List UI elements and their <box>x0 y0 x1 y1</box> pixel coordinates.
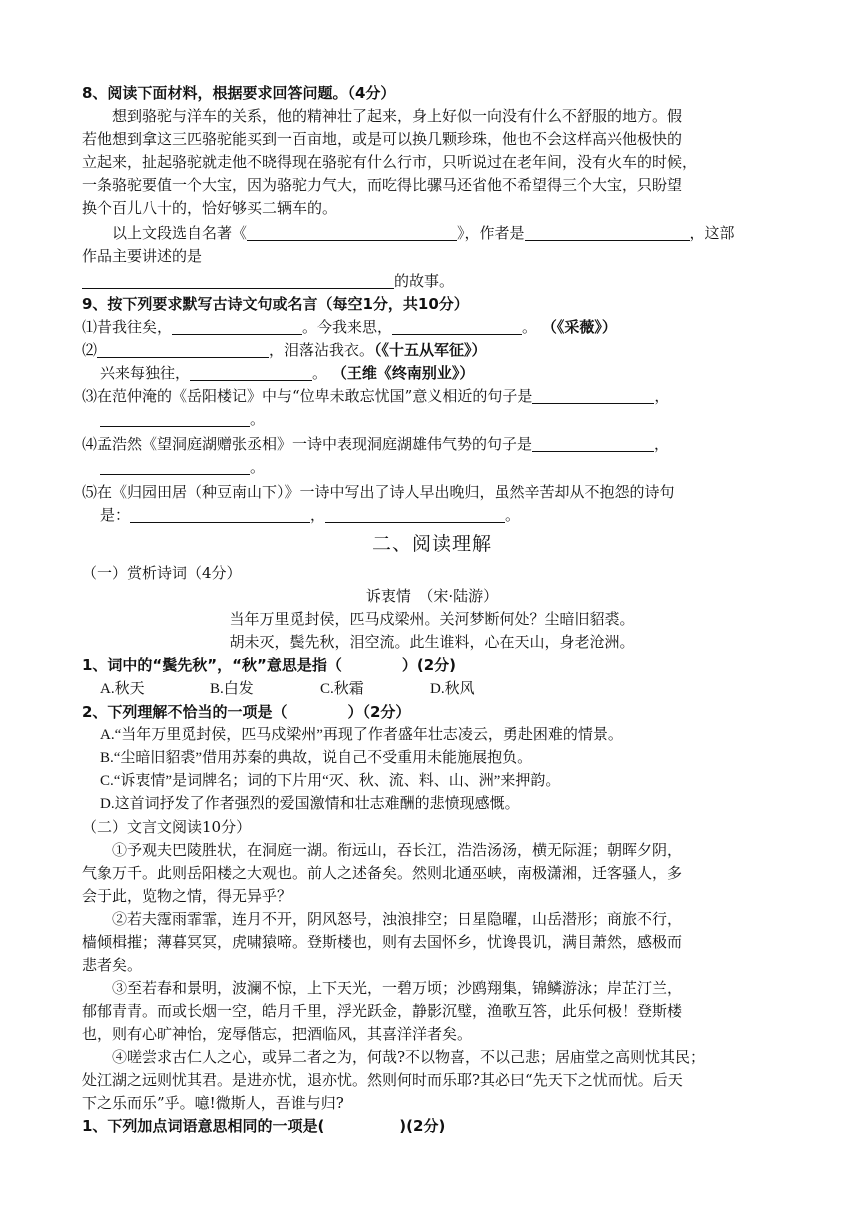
book-title-blank[interactable] <box>247 224 457 241</box>
author-blank[interactable] <box>525 224 690 241</box>
exam-page <box>82 82 782 1138</box>
q9-5b: 是： <box>100 506 131 524</box>
q9-4-blank-2[interactable] <box>100 458 250 475</box>
q8-line-5: 换个百儿八十的，恰好够买二辆车的。 <box>82 199 338 217</box>
q9-1c: 。 <box>522 318 538 336</box>
q9-item-1 <box>82 316 782 339</box>
q8-fill-d: 作品主要讲述的是 <box>82 247 203 265</box>
poem-q2-option-a[interactable]: A.“当年万里觅封侯，匹马戍梁州”再现了作者盛年壮志凌云，勇赴困难的情景。 <box>100 727 623 743</box>
q9-1-blank-1[interactable] <box>172 318 302 335</box>
poem-q2: 2、下列理解不恰当的一项是（ ）（2分） <box>82 703 411 721</box>
q9-4c: 。 <box>250 458 266 476</box>
q8-fill-e: 的故事。 <box>394 272 455 290</box>
q8-line-2: 若他想到拿这三匹骆驼能买到一百亩地，或是可以换几颗珍珠，他也不会这样高兴他极快的 <box>82 130 683 148</box>
wy-para-4-line-2: 处江湖之远则忧其君。是进亦忧，退亦忧。然则何时而乐耶?其必曰“先天下之忧而忧。后天 <box>82 1071 683 1089</box>
q9-item-3 <box>82 385 782 408</box>
q9-2c: （《十五从军征》） <box>374 341 487 359</box>
poem-q1-option-c[interactable]: C.秋霜 <box>320 681 364 697</box>
wy-q1: 1、下列加点词语意思相同的一项是( )(2分) <box>82 1117 446 1135</box>
story-blank[interactable] <box>82 272 394 289</box>
q9-2e: 。 <box>312 364 328 382</box>
q9-3a: ⑶在范仲淹的《岳阳楼记》中与“位卑未敢忘忧国”意义相近的句子是 <box>82 387 533 405</box>
q9-1-blank-2[interactable] <box>392 318 522 335</box>
section-2-title: 二、阅读理解 <box>371 533 492 555</box>
q9-4-blank-1[interactable] <box>532 435 654 452</box>
q9-3-blank-1[interactable] <box>532 387 654 404</box>
poem-line-1: 当年万里觅封侯，匹马戍梁州。关河梦断何处？尘暗旧貂裘。 <box>229 610 635 628</box>
q9-item-3b <box>82 408 782 431</box>
q9-2-blank-2[interactable] <box>190 364 312 381</box>
poem-q2-option-b[interactable]: B.“尘暗旧貂裘”借用苏秦的典故，说自己不受重用未能施展抱负。 <box>100 750 533 766</box>
wy-para-1-line-2: 气象万千。此则岳阳楼之大观也。前人之述备矣。然则北通巫峡，南极潇湘，迁客骚人，多 <box>82 864 683 882</box>
poem-q1-options <box>82 677 782 701</box>
poem-line-2: 胡未灭，鬓先秋，泪空流。此生谁料，心在天山，身老沧洲。 <box>229 633 635 651</box>
q8-fill-b: 》，作者是 <box>457 224 525 242</box>
q9-5d: 。 <box>505 506 521 524</box>
q8-title: 8、阅读下面材料，根据要求回答问题。（4分） <box>82 84 396 102</box>
wy-para-2-line-3: 悲者矣。 <box>82 956 143 974</box>
q9-1d: （《采薇》） <box>541 318 617 336</box>
poem-q1: 1、词中的“鬓先秋”，“秋”意思是指（ ）(2分) <box>82 656 457 674</box>
wy-para-3-line-1: ③至若春和景明，波澜不惊，上下天光，一碧万顷；沙鸥翔集，锦鳞游泳；岸芷汀兰， <box>112 979 683 997</box>
q9-5c: ， <box>310 506 326 524</box>
poem-title: 诉衷情 （宋·陆游） <box>365 587 499 605</box>
poem-q2-option-c[interactable]: C.“诉衷情”是词牌名；词的下片用“灭、秋、流、料、山、洲”来押韵。 <box>100 773 561 789</box>
q9-2b: ，泪落沾我衣。 <box>269 341 375 359</box>
q9-item-5: ⑸在《归园田居（种豆南山下）》一诗中写出了诗人早出晚归，虽然辛苦却从不抱怨的诗句 <box>82 483 675 501</box>
q9-1b: 。今我来思， <box>302 318 393 336</box>
wy-para-4-line-1: ④嗟尝求古仁人之心，或异二者之为，何哉?不以物喜，不以己悲；居庙堂之高则忧其民； <box>112 1048 706 1066</box>
wy-para-3-line-3: 也，则有心旷神怡，宠辱偕忘，把酒临风，其喜洋洋者矣。 <box>82 1025 473 1043</box>
poem-q1-option-b[interactable]: B.白发 <box>210 681 254 697</box>
wy-para-4-line-3: 下之乐而乐”乎。噫!微斯人，吾谁与归? <box>82 1094 344 1112</box>
wy-para-1-line-1: ①予观夫巴陵胜状，在洞庭一湖。衔远山，吞长江，浩浩汤汤，横无际涯；朝晖夕阴， <box>112 841 683 859</box>
q9-5-blank-1[interactable] <box>130 506 310 523</box>
q9-2f: （王维《终南别业》） <box>331 364 475 382</box>
poem-q1-option-d[interactable]: D.秋风 <box>430 681 475 697</box>
q9-item-5b <box>82 504 782 527</box>
wy-para-1-line-3: 会于此，览物之情，得无异乎？ <box>82 887 293 905</box>
q9-item-2 <box>82 339 782 362</box>
q9-5-blank-2[interactable] <box>325 506 505 523</box>
q8-line-1: 想到骆驼与洋车的关系，他的精神壮了起来，身上好似一向没有什么不舒服的地方。假 <box>112 107 683 125</box>
q9-item-4b <box>82 456 782 479</box>
part-1-heading: （一）赏析诗词（4分） <box>82 564 242 582</box>
q8-fill-line-2 <box>82 270 782 293</box>
q9-1a: ⑴昔我往矣， <box>82 318 173 336</box>
q8-fill-a: 以上文段选自名著《 <box>112 224 248 242</box>
q9-2a: ⑵ <box>82 341 98 359</box>
q9-2d: 兴来每独往， <box>100 364 191 382</box>
q9-3b: ， <box>654 387 670 405</box>
poem-q1-option-a[interactable]: A.秋天 <box>100 681 145 697</box>
q9-2-blank-1[interactable] <box>97 341 269 358</box>
q9-item-2b <box>82 362 782 385</box>
part-2-heading: （二）文言文阅读10分） <box>82 818 252 836</box>
q8-line-4: 一条骆驼要值一个大宝，因为骆驼力气大，而吃得比骡马还省他不希望得三个大宝，只盼望 <box>82 176 683 194</box>
q9-3c: 。 <box>250 410 266 428</box>
poem-q2-option-d[interactable]: D.这首词抒发了作者强烈的爱国激情和壮志难酬的悲愤现感慨。 <box>100 796 520 812</box>
q9-4b: ， <box>654 435 670 453</box>
q9-4a: ⑷孟浩然《望洞庭湖赠张丞相》一诗中表现洞庭湖雄伟气势的句子是 <box>82 435 533 453</box>
wy-para-2-line-1: ②若夫霪雨霏霏，连月不开，阴风怒号，浊浪排空；日星隐曜，山岳潜形；商旅不行， <box>112 910 683 928</box>
q8-fill-c: ，这部 <box>689 224 735 242</box>
q8-line-3: 立起来，扯起骆驼就走他不晓得现在骆驼有什么行市，只听说过在老年间，没有火车的时候， <box>82 153 698 171</box>
q9-item-4 <box>82 433 782 456</box>
wy-para-3-line-2: 郁郁青青。而或长烟一空，皓月千里，浮光跃金，静影沉璧，渔歌互答，此乐何极！登斯楼 <box>82 1002 683 1020</box>
q8-fill-line <box>82 222 782 245</box>
q9-3-blank-2[interactable] <box>100 410 250 427</box>
q9-title: 9、按下列要求默写古诗文句或名言（每空1分，共10分） <box>82 295 469 313</box>
wy-para-2-line-2: 樯倾楫摧；薄暮冥冥，虎啸猿啼。登斯楼也，则有去国怀乡，忧谗畏讥，满目萧然，感极而 <box>82 933 683 951</box>
